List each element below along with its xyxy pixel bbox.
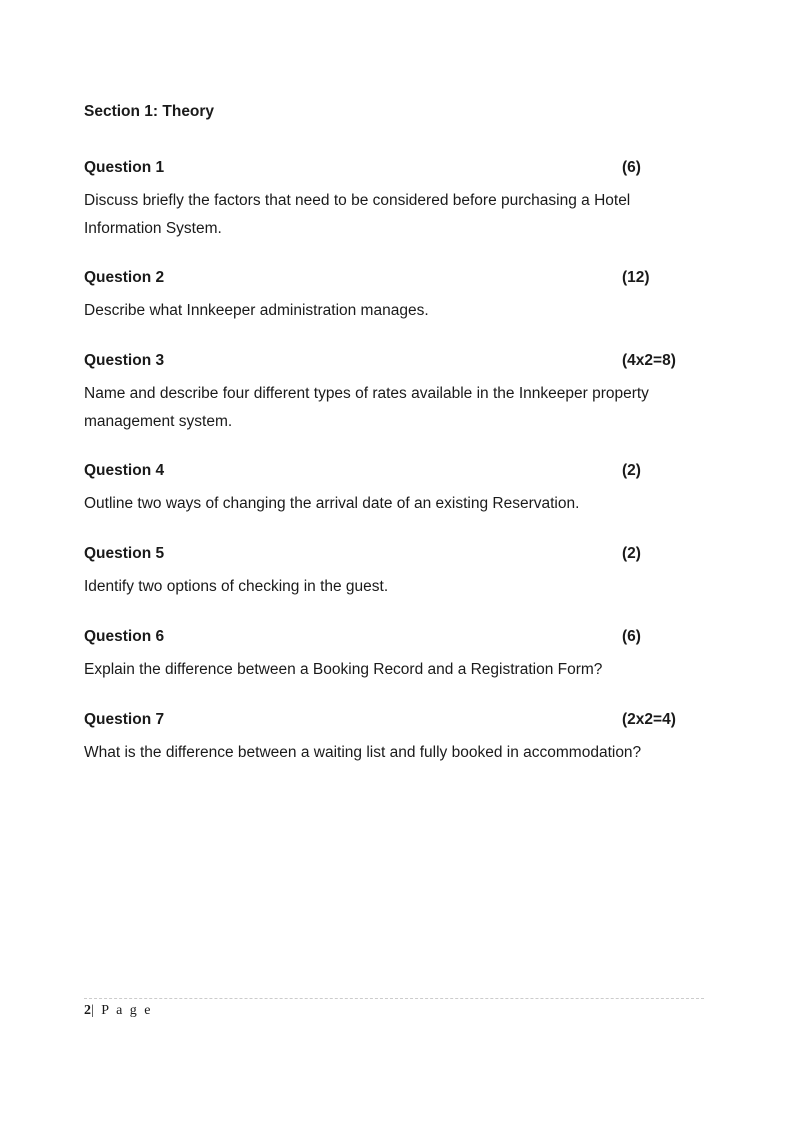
question-marks: (6) (622, 628, 641, 645)
question-1 (84, 159, 684, 243)
question-title: Question 4 (84, 462, 165, 479)
question-text: Discuss briefly the factors that need to be considered before purchasing a Hotel Information System. (84, 192, 631, 237)
question-marks: (4x2=8) (622, 352, 676, 369)
question-title: Question 6 (84, 628, 165, 645)
question-marks: (2) (622, 545, 641, 562)
question-text: Describe what Innkeeper administration manages. (84, 302, 429, 319)
question-title: Question 7 (84, 711, 165, 728)
question-text: Outline two ways of changing the arrival date of an existing Reservation. (84, 495, 580, 512)
question-marks: (6) (622, 159, 641, 176)
page-number: 2 (84, 1003, 91, 1018)
question-2 (84, 269, 684, 325)
question-text: Identify two options of checking in the guest. (84, 578, 389, 595)
question-3 (84, 352, 684, 436)
question-title: Question 3 (84, 352, 165, 369)
footer-divider (84, 998, 704, 999)
question-text: Explain the difference between a Booking Record and a Registration Form? (84, 661, 603, 678)
question-marks: (12) (622, 269, 650, 286)
question-title: Question 5 (84, 545, 165, 562)
question-7 (84, 711, 684, 767)
question-title: Question 2 (84, 269, 165, 286)
question-4 (84, 462, 684, 518)
question-title: Question 1 (84, 159, 165, 176)
question-marks: (2x2=4) (622, 711, 676, 728)
question-marks: (2) (622, 462, 641, 479)
page-label: | P a g e (91, 1003, 153, 1018)
question-text: Name and describe four different types of rates available in the Innkeeper property management system. (84, 385, 649, 430)
question-text: What is the difference between a waiting list and fully booked in accommodation? (84, 744, 642, 761)
section-title: Section 1: Theory (84, 103, 215, 120)
question-6 (84, 628, 684, 684)
page-footer (84, 1003, 153, 1019)
question-5 (84, 545, 684, 601)
